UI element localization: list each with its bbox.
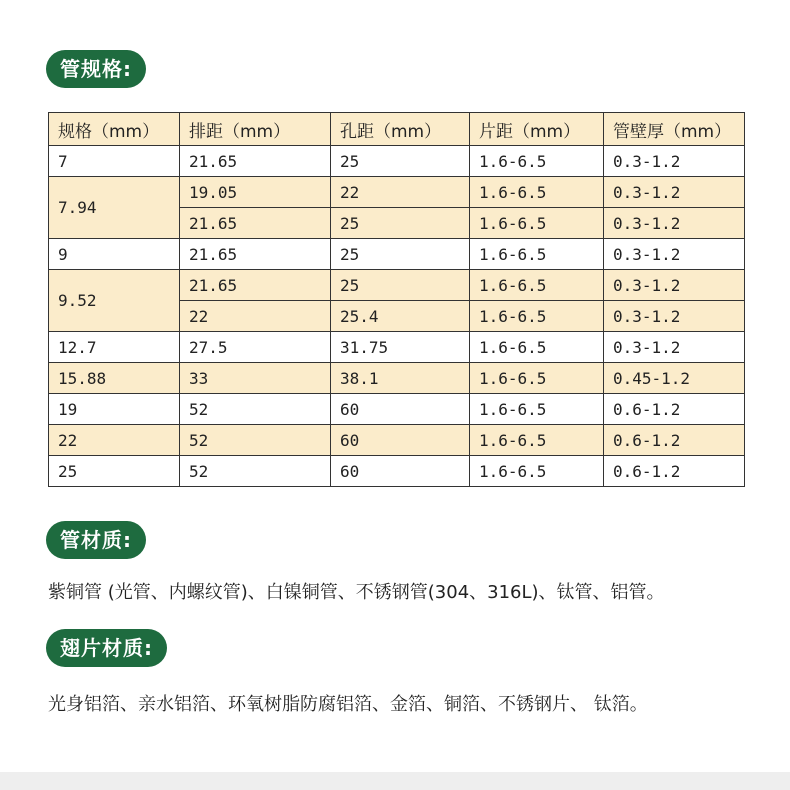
cell-row-pitch: 22 [180,301,331,332]
cell-hole-pitch: 38.1 [331,363,470,394]
cell-row-pitch: 52 [180,425,331,456]
cell-row-pitch: 21.65 [180,239,331,270]
cell-fin-pitch: 1.6-6.5 [470,363,604,394]
section-title-tube-material: 管材质: [46,521,146,559]
cell-size: 7.94 [49,177,180,239]
header-row-pitch: 排距（mm） [180,113,331,146]
cell-size: 22 [49,425,180,456]
cell-wall: 0.6-1.2 [604,394,745,425]
cell-row-pitch: 33 [180,363,331,394]
cell-row-pitch: 27.5 [180,332,331,363]
cell-fin-pitch: 1.6-6.5 [470,394,604,425]
cell-size: 9.52 [49,270,180,332]
header-hole-pitch: 孔距（mm） [331,113,470,146]
cell-wall: 0.3-1.2 [604,301,745,332]
cell-fin-pitch: 1.6-6.5 [470,239,604,270]
cell-hole-pitch: 25 [331,270,470,301]
table-row [49,394,745,425]
cell-wall: 0.6-1.2 [604,425,745,456]
cell-size: 12.7 [49,332,180,363]
footer-band [0,772,790,790]
cell-wall: 0.45-1.2 [604,363,745,394]
cell-size: 25 [49,456,180,487]
tube-material-text: 紫铜管 (光管、内螺纹管)、白镍铜管、不锈钢管(304、316L)、钛管、铝管。 [48,582,665,603]
header-wall-thickness: 管壁厚（mm） [604,113,745,146]
cell-fin-pitch: 1.6-6.5 [470,270,604,301]
cell-hole-pitch: 25.4 [331,301,470,332]
table-row [49,332,745,363]
cell-size: 15.88 [49,363,180,394]
cell-row-pitch: 52 [180,394,331,425]
cell-fin-pitch: 1.6-6.5 [470,146,604,177]
cell-wall: 0.3-1.2 [604,270,745,301]
cell-row-pitch: 21.65 [180,146,331,177]
cell-hole-pitch: 31.75 [331,332,470,363]
table-row [49,146,745,177]
cell-size: 19 [49,394,180,425]
table-row [49,363,745,394]
header-fin-pitch: 片距（mm） [470,113,604,146]
cell-wall: 0.6-1.2 [604,456,745,487]
cell-wall: 0.3-1.2 [604,239,745,270]
cell-hole-pitch: 25 [331,239,470,270]
cell-row-pitch: 52 [180,456,331,487]
cell-fin-pitch: 1.6-6.5 [470,177,604,208]
cell-fin-pitch: 1.6-6.5 [470,301,604,332]
spec-table [48,112,745,487]
cell-wall: 0.3-1.2 [604,177,745,208]
cell-hole-pitch: 25 [331,208,470,239]
cell-fin-pitch: 1.6-6.5 [470,425,604,456]
cell-wall: 0.3-1.2 [604,208,745,239]
cell-hole-pitch: 60 [331,394,470,425]
cell-hole-pitch: 60 [331,425,470,456]
cell-wall: 0.3-1.2 [604,146,745,177]
cell-hole-pitch: 25 [331,146,470,177]
cell-fin-pitch: 1.6-6.5 [470,332,604,363]
cell-hole-pitch: 22 [331,177,470,208]
table-row [49,456,745,487]
table-header-row [49,113,745,146]
table-row [49,239,745,270]
cell-hole-pitch: 60 [331,456,470,487]
cell-row-pitch: 21.65 [180,208,331,239]
table-row [49,425,745,456]
header-size: 规格（mm） [49,113,180,146]
section-title-spec: 管规格: [46,50,146,88]
section-title-fin-material: 翅片材质: [46,629,167,667]
cell-wall: 0.3-1.2 [604,332,745,363]
fin-material-text: 光身铝箔、亲水铝箔、环氧树脂防腐铝箔、金箔、铜箔、不锈钢片、 钛箔。 [48,694,648,715]
cell-size: 7 [49,146,180,177]
cell-fin-pitch: 1.6-6.5 [470,456,604,487]
cell-size: 9 [49,239,180,270]
table-row [49,177,745,208]
cell-row-pitch: 19.05 [180,177,331,208]
cell-row-pitch: 21.65 [180,270,331,301]
cell-fin-pitch: 1.6-6.5 [470,208,604,239]
table-row [49,270,745,301]
